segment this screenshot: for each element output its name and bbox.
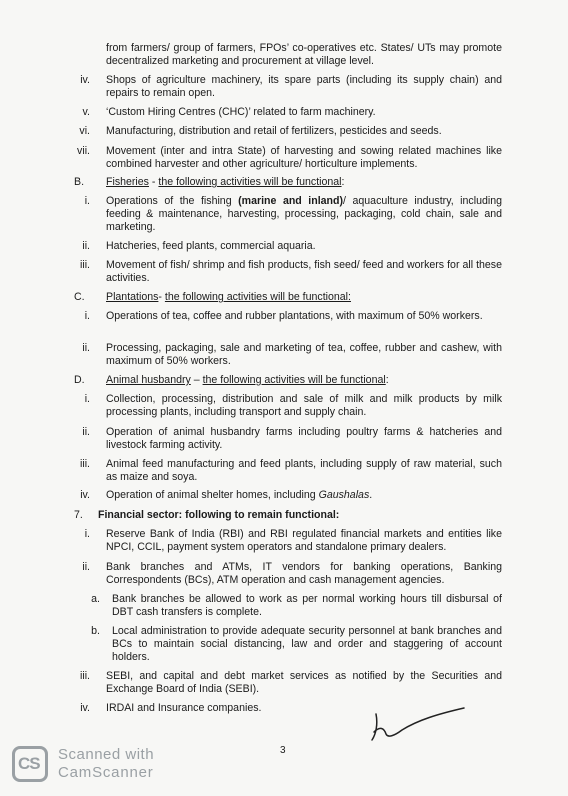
item-number: iii. xyxy=(79,259,90,271)
item-text: Movement of fish/ shrimp and fish products, fish seed/ feed and workers for all these activities. xyxy=(106,259,502,284)
item-text: Operations of tea, coffee and rubber plantations, with maximum of 50% workers. xyxy=(106,310,483,322)
item-number: i. xyxy=(84,393,90,405)
item-number: vii. xyxy=(77,145,90,157)
section-heading-text: Animal husbandry – the following activities will be functional: xyxy=(106,374,389,386)
item-number: iv. xyxy=(80,702,90,714)
item-number: i. xyxy=(84,310,90,322)
signature-mark xyxy=(366,706,470,746)
item-text: Hatcheries, feed plants, commercial aquaria. xyxy=(106,240,316,252)
item-number: ii. xyxy=(82,342,90,354)
section-letter: D. xyxy=(74,374,85,386)
section-number: 7. xyxy=(74,509,83,521)
section-heading-text: Fisheries - the following activities will be functional: xyxy=(106,176,345,188)
item-text: Processing, packaging, sale and marketing of tea, coffee, rubber and cashew, with maximum of 50% workers. xyxy=(106,342,502,367)
item-number: vi. xyxy=(79,125,90,137)
item-text: Shops of agriculture machinery, its spare parts (including its supply chain) and repairs to remain open. xyxy=(106,74,502,99)
item-number: iii. xyxy=(79,670,90,682)
section-heading-text: Plantations- the following activities will be functional: xyxy=(106,291,351,303)
item-text: SEBI, and capital and debt market services as notified by the Securities and Exchange Board of India (SEBI). xyxy=(106,670,502,695)
item-text: Animal feed manufacturing and feed plants, including supply of raw material, such as maize and soya. xyxy=(106,458,502,483)
item-number: v. xyxy=(82,106,90,118)
section-letter: C. xyxy=(74,291,85,303)
item-text: Operations of the fishing (marine and inland)/ aquaculture industry, including feeding & maintenance, harvesting, processing, packaging, cold chain, sale and marketing. xyxy=(106,195,502,233)
item-text: Reserve Bank of India (RBI) and RBI regulated financial markets and entities like NPCI, CCIL, payment system operators and standalone primary dealers. xyxy=(106,528,502,553)
camscanner-watermark xyxy=(12,744,182,784)
item-letter: b. xyxy=(91,625,100,637)
item-number: i. xyxy=(84,528,90,540)
item-number: iv. xyxy=(80,489,90,501)
page-number: 3 xyxy=(280,745,286,756)
item-number: iii. xyxy=(79,458,90,470)
item-text: Collection, processing, distribution and sale of milk and milk products by milk processing plants, including transport and supply chain. xyxy=(106,393,502,418)
item-number: iv. xyxy=(80,74,90,86)
item-number: ii. xyxy=(82,426,90,438)
item-text: Movement (inter and intra State) of harvesting and sowing related machines like combined harvester and other agriculture/ horticulture implements. xyxy=(106,145,502,170)
section-heading-text: Financial sector: following to remain functional: xyxy=(98,509,340,521)
item-text: Local administration to provide adequate security personnel at bank branches and BCs to maintain social distancing, law and order and staggering of account holders. xyxy=(112,625,502,663)
item-text: from farmers/ group of farmers, FPOs’ co-operatives etc. States/ UTs may promote decentralized marketing and procurement at village level. xyxy=(106,42,502,67)
item-number: ii. xyxy=(82,561,90,573)
camscanner-logo-icon: CS xyxy=(12,746,48,782)
item-text: ‘Custom Hiring Centres (CHC)’ related to farm machinery. xyxy=(106,106,376,118)
section-letter: B. xyxy=(74,176,85,188)
item-letter: a. xyxy=(91,593,100,605)
item-text: Operation of animal shelter homes, including Gaushalas. xyxy=(106,489,373,501)
watermark-line-2: CamScanner xyxy=(58,764,154,781)
item-number: ii. xyxy=(82,240,90,252)
item-text: IRDAI and Insurance companies. xyxy=(106,702,262,714)
item-text: Bank branches be allowed to work as per normal working hours till disbursal of DBT cash transfers is complete. xyxy=(112,593,502,618)
item-number: i. xyxy=(84,195,90,207)
watermark-line-1: Scanned with xyxy=(58,746,155,763)
item-text: Bank branches and ATMs, IT vendors for banking operations, Banking Correspondents (BCs), ATM operation and cash management agencies. xyxy=(106,561,502,586)
item-text: Operation of animal husbandry farms including poultry farms & hatcheries and livestock farming activity. xyxy=(106,426,502,451)
item-text: Manufacturing, distribution and retail of fertilizers, pesticides and seeds. xyxy=(106,125,442,137)
